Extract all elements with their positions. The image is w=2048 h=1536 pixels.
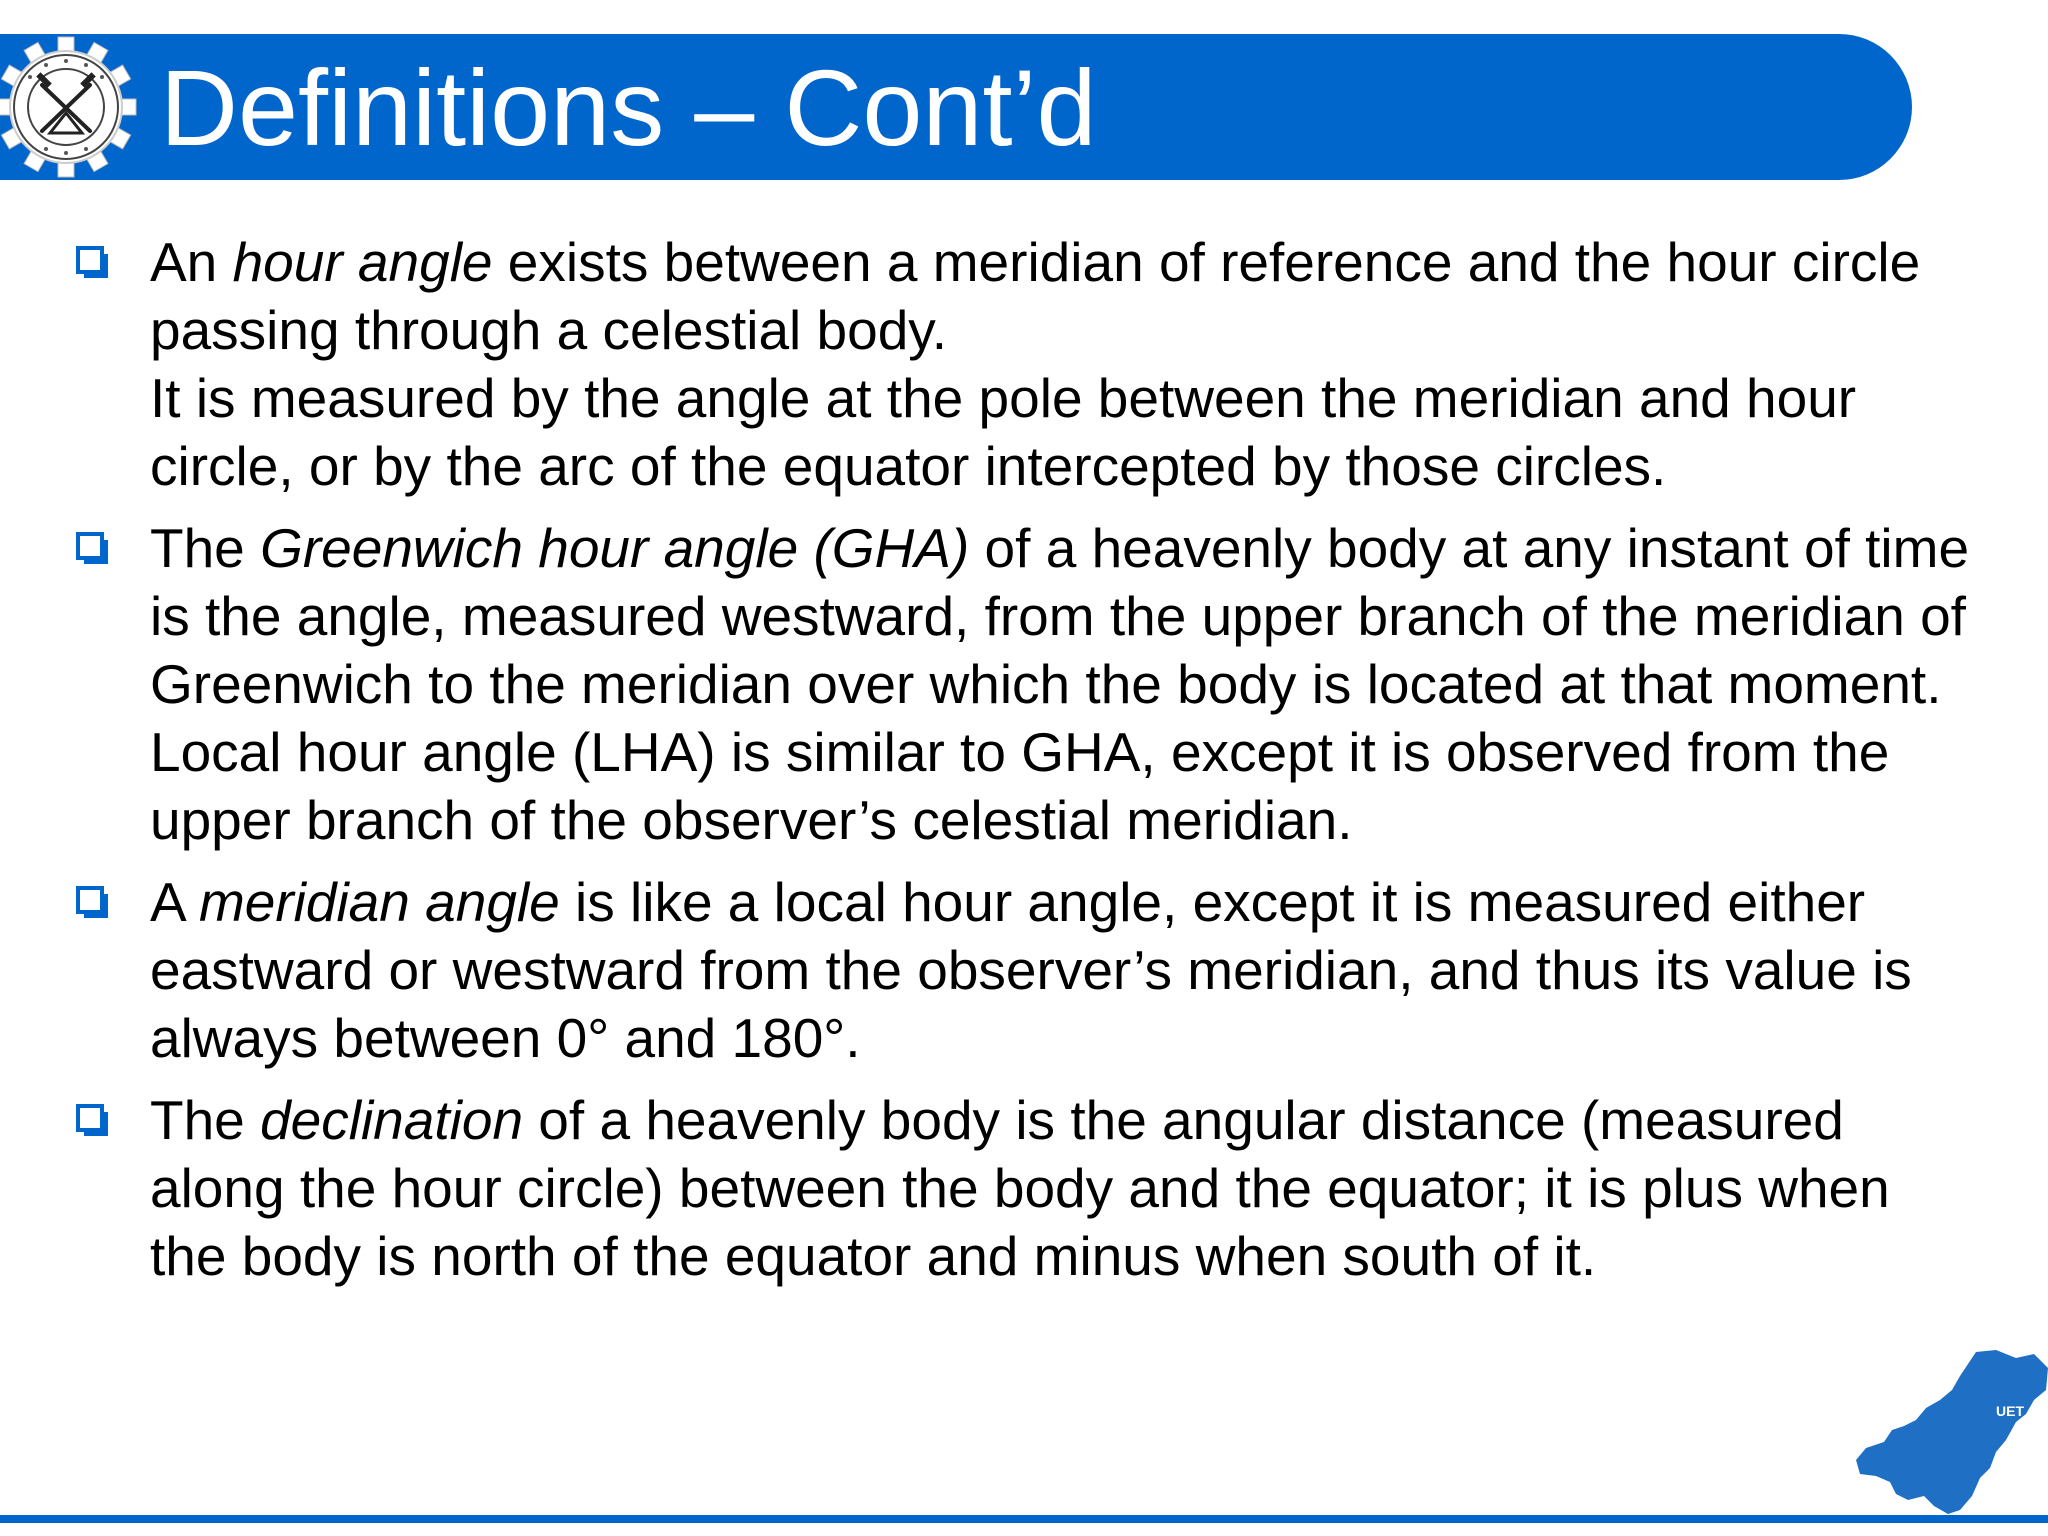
bullet-item <box>72 228 1972 500</box>
pakistan-map-icon <box>1856 1350 2048 1515</box>
slide-title: Definitions – Cont’d <box>160 47 1097 168</box>
bottom-divider <box>0 1515 2048 1523</box>
bullet-text-pre: An <box>150 231 233 293</box>
bullet-text-post: is like a local hour angle, except it is measured either eastward or westward from the observer’s meridian, and thus its value is always between 0° and 180°. <box>150 871 1912 1069</box>
bullet-paragraph: Local hour angle (LHA) is similar to GHA, except it is observed from the upper branch of the observer’s celestial meridian. <box>150 721 1890 851</box>
bullet-paragraph <box>150 1086 1972 1290</box>
university-seal-icon <box>0 32 142 182</box>
bullet-term: Greenwich hour angle (GHA) <box>260 517 970 579</box>
bullet-term: declination <box>260 1089 524 1151</box>
bullet-text-post: exists between a meridian of reference and the hour circle passing through a celestial body. <box>150 231 1921 361</box>
bullet-term: meridian angle <box>198 871 560 933</box>
bullet-paragraph <box>150 868 1972 1072</box>
bullet-item <box>72 868 1972 1072</box>
bullet-paragraph <box>150 228 1972 364</box>
hollow-square-bullet-icon <box>76 246 108 278</box>
bullet-list <box>72 228 1972 1304</box>
bullet-text-post: of a heavenly body is the angular distance (measured along the hour circle) between the body and the equator; it is plus when the body is north of the equator and minus when south of it. <box>150 1089 1890 1287</box>
bullet-text-post: of a heavenly body at any instant of time is the angle, measured westward, from the upper branch of the meridian of Greenwich to the meridian over which the body is located at that moment. <box>150 517 1970 715</box>
hollow-square-bullet-icon <box>76 1104 108 1136</box>
bullet-item <box>72 1086 1972 1290</box>
hollow-square-bullet-icon <box>76 532 108 564</box>
bullet-text-pre: The <box>150 1089 261 1151</box>
bullet-text-pre: A <box>150 871 199 933</box>
bullet-paragraph: It is measured by the angle at the pole between the meridian and hour circle, or by the arc of the equator intercepted by those circles. <box>150 367 1857 497</box>
map-logo-label: UET <box>1996 1403 2024 1419</box>
bullet-text-pre: The <box>150 517 261 579</box>
bullet-item <box>72 514 1972 854</box>
bullet-term: hour angle <box>232 231 493 293</box>
bullet-paragraph <box>150 514 1972 718</box>
hollow-square-bullet-icon <box>76 886 108 918</box>
